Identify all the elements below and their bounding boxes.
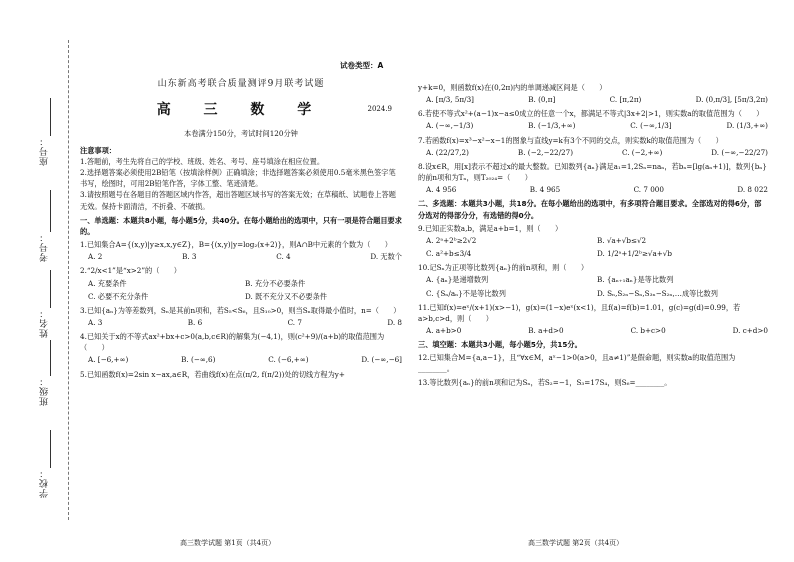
question-11: 11.已知f(x)=eˣ/(x+1)(x>−1)，g(x)=(1−x)eˣ(x<1)，且f(a)=f(b)=1.01，g(c)=g(d)=0.99，若a>b,c>d，则（ ） — [418, 302, 741, 323]
question-13: 13.等比数列{aₙ}的前n项和记为Sₙ，若S₂=−1，S₃=17S₄，则S₆=________。 — [418, 377, 672, 387]
examno-line — [50, 190, 51, 232]
page-1 — [80, 58, 402, 381]
exam-info: 本卷满分150分，考试时间120分钟 — [184, 128, 298, 138]
option: A. 充要条件 — [88, 278, 127, 288]
question-10: 10.记Sₙ为正项等比数列{aₙ}的前n项和，则（ ） — [418, 263, 589, 273]
option: C. 4 — [276, 252, 291, 262]
question-4: 4.已知关于x的不等式ax²+bx+c>0(a,b,c∈R)的解集为(−4,1)，则(c²+9)/(a+b)的取值范围为（ ） — [80, 332, 385, 353]
page-2 — [418, 80, 768, 389]
school-line — [50, 430, 51, 468]
question-11-options — [426, 325, 768, 336]
option: A. (22/27,2) — [426, 147, 469, 157]
question-5-continued: y+k=0，则函数f(x)在(0,2π)内的单调递减区间是（ ） — [418, 83, 607, 92]
option: C. 7 — [287, 317, 302, 327]
question-8-options — [426, 184, 768, 195]
option: C. [π,2π) — [609, 95, 642, 105]
option: D. 8 022 — [737, 185, 768, 195]
subject-title: 高 三 数 学 2024.9 — [156, 101, 392, 118]
option: B. a+d>0 — [528, 325, 564, 335]
option: C. (−6,+∞) — [268, 355, 309, 365]
option: D. c+d>0 — [732, 325, 768, 335]
question-6: 6.若使不等式x²+(a−1)x−a≤0成立的任意一个x，都满足不等式|3x+2|>1，则实数a的取值范围为（ ） — [418, 109, 764, 119]
examno-label: 考号： — [40, 232, 50, 262]
option: A. [−6,+∞) — [88, 355, 129, 365]
name-line — [50, 270, 51, 308]
seatno-label: 座号： — [40, 136, 50, 166]
option: C. 必要不充分条件 — [88, 291, 149, 301]
exam-date: 2024.9 — [367, 104, 392, 113]
option: D. 无数个 — [370, 252, 402, 262]
option: D. Sₙ,S₂ₙ−Sₙ,S₃ₙ−S₂ₙ,…成等比数列 — [597, 288, 718, 298]
question-9-options — [426, 235, 768, 259]
option: A. 4 956 — [426, 185, 457, 195]
option: A. {aₙ}是递增数列 — [426, 275, 489, 285]
question-12: 12.已知集合M={a,a−1}，且“∀x∈M，aˣ−1>0(a>0，且a≠1)”是假命题，则实数a的取值范围为________。 — [418, 353, 736, 374]
section-2-heading: 二、多选题：本题共3小题，共18分。在每小题给出的选项中，有多项符合题目要求。全部选对的得6分，部分选对的得部分分，有选错的得0分。 — [418, 199, 762, 220]
exam-title: 山东新高考联合质量测评9月联考试题 — [157, 79, 325, 89]
option: B. 6 — [187, 317, 203, 327]
footer-page-2: 高三数学试题 第2页（共4页） — [528, 539, 624, 547]
question-7: 7.若函数f(x)=x³−x²−x−1的图象与直线y=k有3个不同的交点，则实数k的取值范围为（ ） — [418, 135, 723, 145]
option: D. 既不充分又不必要条件 — [245, 291, 327, 301]
option: C. (−∞,1/3] — [630, 121, 672, 131]
notice-item: 3.请按照题号在各题目的答题区域内作答，超出答题区域书写的答案无效；在草稿纸、试题卷上答题无效。保持卡面清洁，不折叠、不破损。 — [80, 190, 396, 211]
question-4-options — [88, 354, 402, 365]
question-9: 9.已知正实数a,b，满足a+b=1，则（ ） — [418, 223, 563, 233]
question-6-options — [426, 120, 768, 131]
question-7-options — [426, 147, 768, 158]
option: B. 充分不必要条件 — [245, 278, 306, 288]
option: D. (1/3,+∞) — [726, 121, 768, 131]
question-3: 3.已知{aₙ}为等差数列，Sₙ是其前n项和，若S₅<S₆，且S₁₀>0，则当Sₙ取得最小值时，n=（ ） — [80, 305, 401, 315]
exam-type: 试卷类型：A — [340, 61, 384, 70]
option: B. 4 965 — [529, 185, 561, 195]
section-3-heading: 三、填空题：本题共3小题，每小题5分，共15分。 — [418, 340, 582, 350]
option: D. 1/2ᵃ+1/2ᵇ≥√a+√b — [597, 249, 672, 259]
option: C. a²+b≤3/4 — [426, 249, 472, 259]
question-5: 5.已知函数f(x)=2sin x−ax,a∈R，若曲线f(x)在点(π/2, f(π/2))处的切线方程为y+ — [80, 369, 345, 379]
class-label: 班级： — [40, 376, 50, 406]
option: B. (−∞,6) — [181, 355, 216, 365]
option: A. (−∞,−1/3) — [426, 121, 474, 131]
option: C. {Sₙ/aₙ}不是等比数列 — [426, 288, 506, 298]
question-10-options — [426, 274, 768, 298]
option: C. b+c>0 — [630, 325, 666, 335]
notice-item: 1.答题前，考生先将自己的学校、班级、姓名、考号、座号填涂在相应位置。 — [80, 156, 325, 166]
option: B. 3 — [182, 252, 197, 262]
option: D. (0,π/3], [5π/3,2π) — [695, 95, 768, 105]
fold-line — [68, 40, 69, 520]
option: B. (−2,−22/27) — [517, 147, 573, 157]
question-1-options — [88, 251, 402, 262]
option: A. 2 — [88, 252, 103, 262]
option: A. 3 — [88, 317, 103, 327]
option: D. 8 — [387, 317, 402, 327]
option: B. (−1/3,+∞) — [528, 121, 576, 131]
notice-item: 2.选择题答案必须使用2B铅笔（按填涂样例）正确填涂；非选择题答案必须使用0.5毫米黑色签字笔书写，绘图时，可用2B铅笔作答，字体工整、笔迹清楚。 — [80, 168, 396, 189]
option: B. (0,π] — [528, 95, 556, 105]
footer-page-1: 高三数学试题 第1页（共4页） — [180, 539, 276, 547]
question-3-options — [88, 317, 402, 328]
school-label: 学校： — [40, 468, 50, 498]
option: B. √a+√b≤√2 — [597, 235, 647, 245]
binding-margin — [0, 0, 68, 562]
seatno-line — [50, 98, 51, 136]
option: A. 2ᵃ+2ᵇ≥2√2 — [426, 235, 477, 245]
notice-heading: 注意事项： — [80, 145, 116, 155]
option: C. 7 000 — [633, 185, 664, 195]
question-8: 8.设x∈R，用[x]表示不超过x的最大整数。已知数列{aₙ}满足a₁=1,2Sₙ=naₙ，若bₙ=[lg(aₙ+1)]，数列{bₙ}的前n项和为Tₙ，则T₂₀₂₄=（ ） — [418, 161, 767, 183]
option: D. (−∞,−6] — [361, 355, 402, 365]
question-2-options — [88, 278, 402, 302]
name-label: 姓名： — [40, 308, 50, 338]
class-line — [50, 340, 51, 376]
option: B. {aₙ₊₁aₙ}是等比数列 — [597, 275, 674, 285]
question-1: 1.已知集合A={(x,y)|y≥x,x,y∈Z}，B={(x,y)|y=log₂(x+2)}，则A∩B中元素的个数为（ ） — [80, 240, 392, 250]
option: D. (−∞,−22/27) — [711, 147, 768, 157]
question-2: 2.“2/x<1”是“x>2”的（ ） — [80, 266, 181, 276]
option: A. [π/3, 5π/3] — [426, 95, 474, 105]
section-1-heading: 一、单选题：本题共8小题，每小题5分，共40分。在每小题给出的选项中，只有一项是符合题目要求的。 — [80, 215, 402, 236]
question-5-options — [426, 94, 768, 105]
option: C. (−2,+∞) — [621, 147, 663, 157]
option: A. a+b>0 — [426, 325, 462, 335]
